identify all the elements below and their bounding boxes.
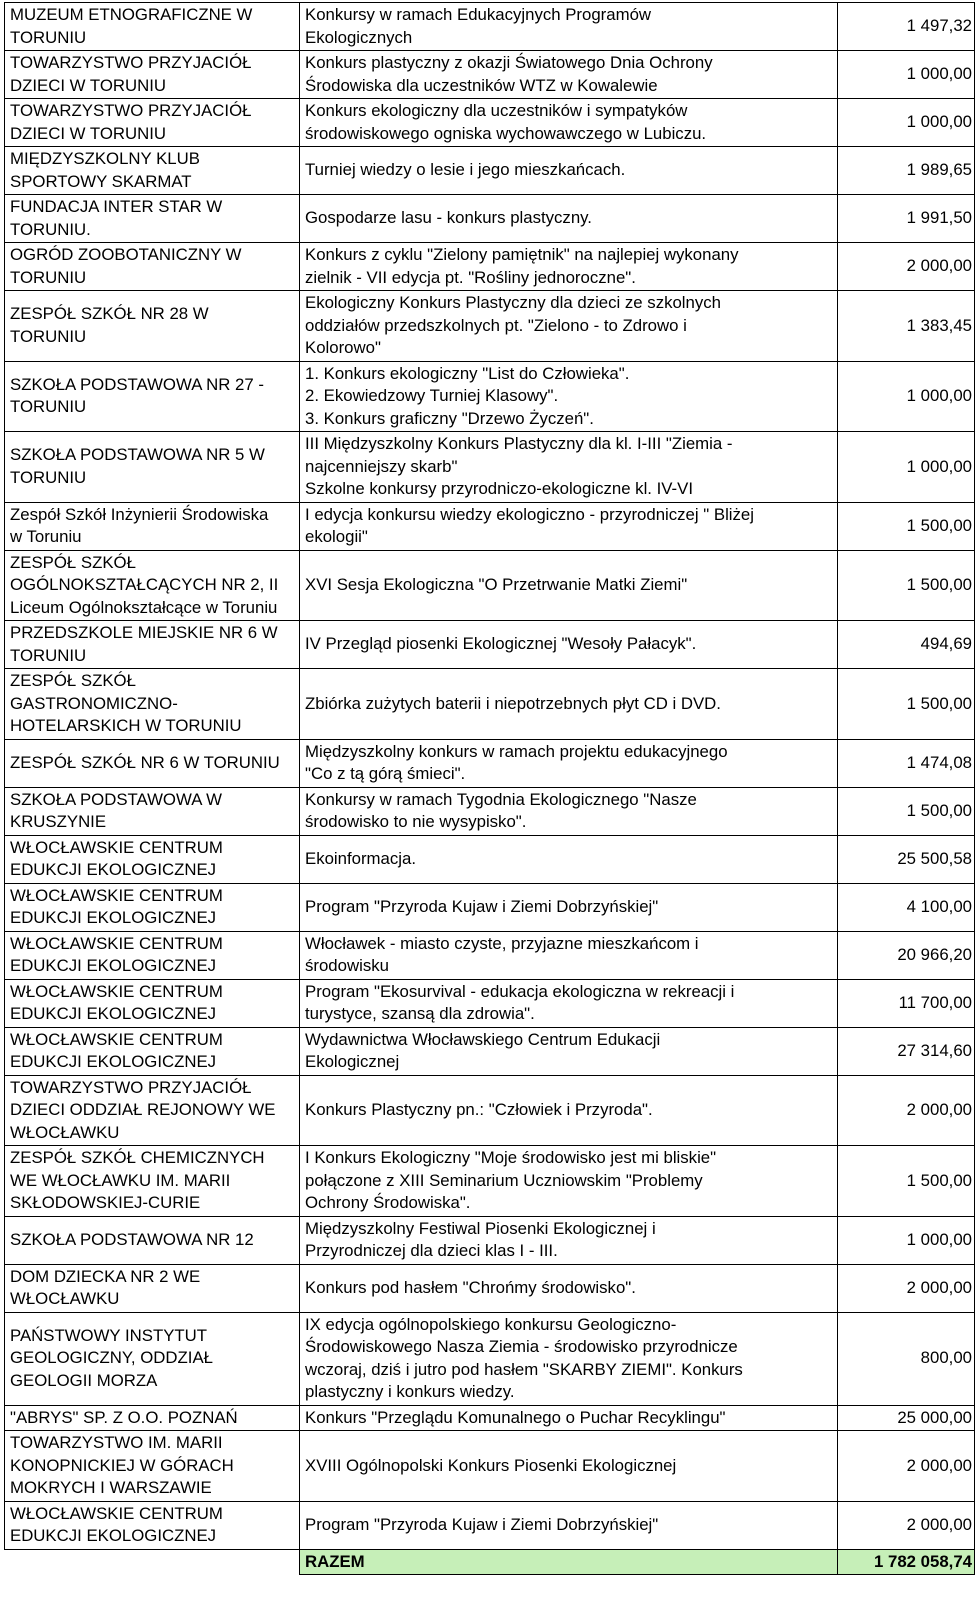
amount-cell: 25 500,58: [838, 835, 975, 883]
table-row: [5, 1216, 975, 1264]
description-cell: Konkurs Plastyczny pn.: "Człowiek i Przyroda".: [300, 1075, 838, 1146]
organization-cell: PRZEDSZKOLE MIEJSKIE NR 6 W TORUNIU: [5, 621, 300, 669]
organization-cell: ZESPÓŁ SZKÓŁ CHEMICZNYCH WE WŁOCŁAWKU IM. MARII SKŁODOWSKIEJ-CURIE: [5, 1146, 300, 1217]
description-cell: Konkurs z cyklu "Zielony pamiętnik" na najlepiej wykonany zielnik - VII edycja pt. "Rośliny jednoroczne".: [300, 243, 838, 291]
total-row: [5, 1549, 975, 1575]
organization-cell: ZESPÓŁ SZKÓŁ GASTRONOMICZNO- HOTELARSKICH W TORUNIU: [5, 669, 300, 740]
description-cell: Konkurs plastyczny z okazji Światowego Dnia Ochrony Środowiska dla uczestników WTZ w Kowalewie: [300, 51, 838, 99]
table-row: [5, 931, 975, 979]
organization-cell: WŁOCŁAWSKIE CENTRUM EDUKCJI EKOLOGICZNEJ: [5, 883, 300, 931]
organization-cell: SZKOŁA PODSTAWOWA NR 27 - TORUNIU: [5, 361, 300, 432]
table-row: [5, 621, 975, 669]
description-cell: Program "Przyroda Kujaw i Ziemi Dobrzyńskiej": [300, 1501, 838, 1549]
amount-cell: 1 500,00: [838, 502, 975, 550]
description-cell: IX edycja ogólnopolskiego konkursu Geologiczno- Środowiskowego Nasza Ziemia - środowisko przyrodnicze wczoraj, dziś i jutro pod hasłem "SKARBY ZIEMI". Konkurs plastyczny i konkurs wiedzy.: [300, 1312, 838, 1405]
amount-cell: 494,69: [838, 621, 975, 669]
table-row: [5, 883, 975, 931]
description-cell: XVI Sesja Ekologiczna "O Przetrwanie Matki Ziemi": [300, 550, 838, 621]
amount-cell: 2 000,00: [838, 1501, 975, 1549]
organization-cell: WŁOCŁAWSKIE CENTRUM EDUKCJI EKOLOGICZNEJ: [5, 835, 300, 883]
amount-cell: 1 474,08: [838, 739, 975, 787]
description-cell: Konkursy w ramach Edukacyjnych Programów Ekologicznych: [300, 3, 838, 51]
description-cell: I edycja konkursu wiedzy ekologiczno - przyrodniczej " Bliżej ekologii": [300, 502, 838, 550]
organization-cell: ZESPÓŁ SZKÓŁ NR 6 W TORUNIU: [5, 739, 300, 787]
table-row: [5, 979, 975, 1027]
organization-cell: TOWARZYSTWO IM. MARII KONOPNICKIEJ W GÓRACH MOKRYCH I WARSZAWIE: [5, 1431, 300, 1502]
table-row: [5, 99, 975, 147]
table-row: [5, 669, 975, 740]
description-cell: Międzyszkolny konkurs w ramach projektu edukacyjnego "Co z tą górą śmieci".: [300, 739, 838, 787]
table-row: [5, 51, 975, 99]
table-row: [5, 1405, 975, 1431]
description-cell: Konkurs pod hasłem "Chrońmy środowisko".: [300, 1264, 838, 1312]
organization-cell: OGRÓD ZOOBOTANICZNY W TORUNIU: [5, 243, 300, 291]
grants-table: [4, 2, 975, 1575]
table-row: [5, 1431, 975, 1502]
amount-cell: 1 500,00: [838, 550, 975, 621]
organization-cell: SZKOŁA PODSTAWOWA NR 5 W TORUNIU: [5, 432, 300, 503]
description-cell: III Międzyszkolny Konkurs Plastyczny dla kl. I-III "Ziemia - najcenniejszy skarb" Szkolne konkursy przyrodniczo-ekologiczne kl. IV-VI: [300, 432, 838, 503]
description-cell: 1. Konkurs ekologiczny "List do Człowieka". 2. Ekowiedzowy Turniej Klasowy". 3. Konkurs graficzny "Drzewo Życzeń".: [300, 361, 838, 432]
description-cell: Międzyszkolny Festiwal Piosenki Ekologicznej i Przyrodniczej dla dzieci klas I - III.: [300, 1216, 838, 1264]
description-cell: Program "Przyroda Kujaw i Ziemi Dobrzyńskiej": [300, 883, 838, 931]
description-cell: Konkurs ekologiczny dla uczestników i sympatyków środowiskowego ogniska wychowawczego w Lubiczu.: [300, 99, 838, 147]
table-row: [5, 502, 975, 550]
organization-cell: ZESPÓŁ SZKÓŁ OGÓLNOKSZTAŁCĄCYCH NR 2, II Liceum Ogólnokształcące w Toruniu: [5, 550, 300, 621]
organization-cell: TOWARZYSTWO PRZYJACIÓŁ DZIECI ODDZIAŁ REJONOWY WE WŁOCŁAWKU: [5, 1075, 300, 1146]
amount-cell: 1 000,00: [838, 99, 975, 147]
amount-cell: 1 000,00: [838, 432, 975, 503]
amount-cell: 1 000,00: [838, 1216, 975, 1264]
description-cell: Zbiórka zużytych baterii i niepotrzebnych płyt CD i DVD.: [300, 669, 838, 740]
amount-cell: 11 700,00: [838, 979, 975, 1027]
organization-cell: MIĘDZYSZKOLNY KLUB SPORTOWY SKARMAT: [5, 147, 300, 195]
description-cell: I Konkurs Ekologiczny "Moje środowisko jest mi bliskie" połączone z XIII Seminarium Uczniowskim "Problemy Ochrony Środowiska".: [300, 1146, 838, 1217]
amount-cell: 2 000,00: [838, 1431, 975, 1502]
amount-cell: 1 000,00: [838, 361, 975, 432]
organization-cell: PAŃSTWOWY INSTYTUT GEOLOGICZNY, ODDZIAŁ GEOLOGII MORZA: [5, 1312, 300, 1405]
amount-cell: 1 000,00: [838, 51, 975, 99]
total-label: RAZEM: [300, 1549, 838, 1575]
amount-cell: 27 314,60: [838, 1027, 975, 1075]
organization-cell: SZKOŁA PODSTAWOWA NR 12: [5, 1216, 300, 1264]
amount-cell: 1 500,00: [838, 669, 975, 740]
description-cell: Wydawnictwa Włocławskiego Centrum Edukacji Ekologicznej: [300, 1027, 838, 1075]
organization-cell: ZESPÓŁ SZKÓŁ NR 28 W TORUNIU: [5, 291, 300, 362]
organization-cell: SZKOŁA PODSTAWOWA W KRUSZYNIE: [5, 787, 300, 835]
description-cell: Gospodarze lasu - konkurs plastyczny.: [300, 195, 838, 243]
table-row: [5, 243, 975, 291]
amount-cell: 800,00: [838, 1312, 975, 1405]
grants-table-body: [5, 3, 975, 1550]
total-empty-cell: [5, 1549, 300, 1575]
organization-cell: "ABRYS" SP. Z O.O. POZNAŃ: [5, 1405, 300, 1431]
organization-cell: DOM DZIECKA NR 2 WE WŁOCŁAWKU: [5, 1264, 300, 1312]
organization-cell: MUZEUM ETNOGRAFICZNE W TORUNIU: [5, 3, 300, 51]
organization-cell: FUNDACJA INTER STAR W TORUNIU.: [5, 195, 300, 243]
description-cell: IV Przegląd piosenki Ekologicznej "Wesoły Pałacyk".: [300, 621, 838, 669]
organization-cell: Zespół Szkół Inżynierii Środowiska w Toruniu: [5, 502, 300, 550]
description-cell: XVIII Ogólnopolski Konkurs Piosenki Ekologicznej: [300, 1431, 838, 1502]
organization-cell: TOWARZYSTWO PRZYJACIÓŁ DZIECI W TORUNIU: [5, 51, 300, 99]
description-cell: Konkursy w ramach Tygodnia Ekologicznego "Nasze środowisko to nie wysypisko".: [300, 787, 838, 835]
table-row: [5, 147, 975, 195]
amount-cell: 4 100,00: [838, 883, 975, 931]
amount-cell: 1 991,50: [838, 195, 975, 243]
table-row: [5, 787, 975, 835]
amount-cell: 1 497,32: [838, 3, 975, 51]
description-cell: Ekoinformacja.: [300, 835, 838, 883]
amount-cell: 2 000,00: [838, 243, 975, 291]
description-cell: Konkurs "Przeglądu Komunalnego o Puchar Recyklingu": [300, 1405, 838, 1431]
table-row: [5, 1264, 975, 1312]
table-row: [5, 1075, 975, 1146]
table-row: [5, 291, 975, 362]
organization-cell: TOWARZYSTWO PRZYJACIÓŁ DZIECI W TORUNIU: [5, 99, 300, 147]
organization-cell: WŁOCŁAWSKIE CENTRUM EDUKCJI EKOLOGICZNEJ: [5, 979, 300, 1027]
amount-cell: 25 000,00: [838, 1405, 975, 1431]
table-row: [5, 432, 975, 503]
amount-cell: 1 383,45: [838, 291, 975, 362]
description-cell: Turniej wiedzy o lesie i jego mieszkańcach.: [300, 147, 838, 195]
amount-cell: 2 000,00: [838, 1075, 975, 1146]
table-row: [5, 1501, 975, 1549]
table-row: [5, 1312, 975, 1405]
table-row: [5, 1146, 975, 1217]
table-row: [5, 550, 975, 621]
amount-cell: 2 000,00: [838, 1264, 975, 1312]
description-cell: Ekologiczny Konkurs Plastyczny dla dzieci ze szkolnych oddziałów przedszkolnych pt. "Zielono - to Zdrowo i Kolorowo": [300, 291, 838, 362]
organization-cell: WŁOCŁAWSKIE CENTRUM EDUKCJI EKOLOGICZNEJ: [5, 1027, 300, 1075]
table-row: [5, 3, 975, 51]
table-row: [5, 361, 975, 432]
organization-cell: WŁOCŁAWSKIE CENTRUM EDUKCJI EKOLOGICZNEJ: [5, 931, 300, 979]
table-row: [5, 1027, 975, 1075]
amount-cell: 1 500,00: [838, 787, 975, 835]
amount-cell: 1 500,00: [838, 1146, 975, 1217]
description-cell: Program "Ekosurvival - edukacja ekologiczna w rekreacji i turystyce, szansą dla zdrowia".: [300, 979, 838, 1027]
description-cell: Włocławek - miasto czyste, przyjazne mieszkańcom i środowisku: [300, 931, 838, 979]
table-row: [5, 195, 975, 243]
amount-cell: 1 989,65: [838, 147, 975, 195]
amount-cell: 20 966,20: [838, 931, 975, 979]
table-row: [5, 739, 975, 787]
organization-cell: WŁOCŁAWSKIE CENTRUM EDUKCJI EKOLOGICZNEJ: [5, 1501, 300, 1549]
table-row: [5, 835, 975, 883]
total-amount: 1 782 058,74: [838, 1549, 975, 1575]
